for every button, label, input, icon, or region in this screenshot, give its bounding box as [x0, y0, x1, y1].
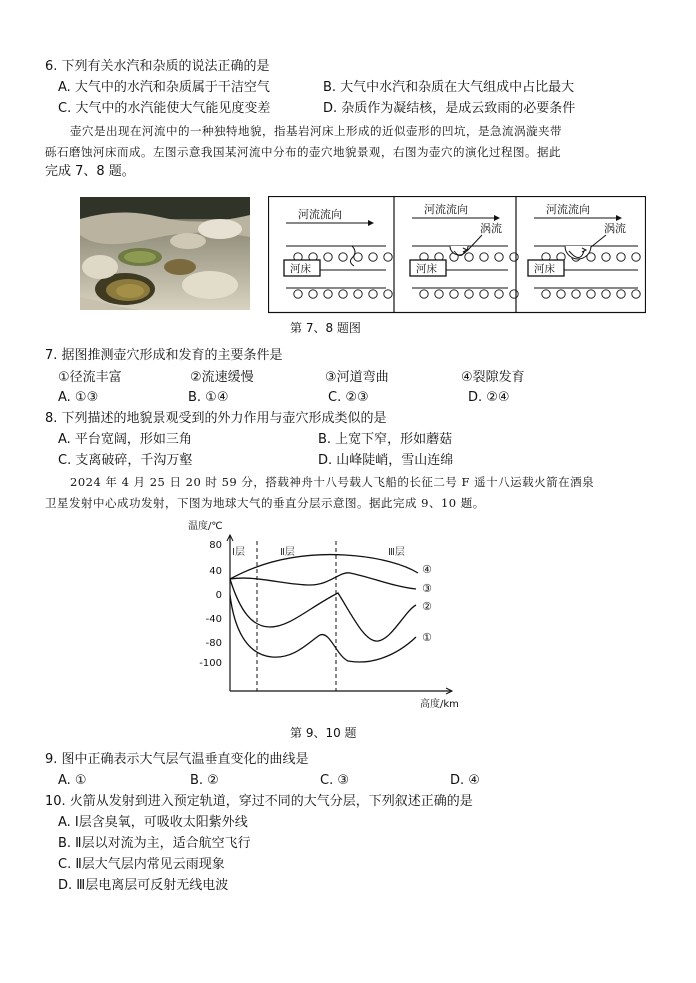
figure78-caption: 第 7、8 题图 [290, 321, 361, 335]
temperature-curve [230, 579, 416, 641]
q6-stem: 6. 下列有关水汽和杂质的说法正确的是 [45, 59, 270, 74]
layer-label: Ⅱ层 [280, 547, 295, 558]
q9-option-b: B. ② [190, 773, 219, 788]
q8-option-d: D. 山峰陡峭，雪山连绵 [318, 453, 454, 468]
q10-option-c: C. Ⅱ层大气层内常见云雨现象 [58, 857, 225, 872]
curve-label: ① [422, 631, 432, 644]
flow-direction-label: 河流流向 [298, 208, 342, 221]
q6-option-d: D. 杂质作为凝结核，是成云致雨的必要条件 [323, 101, 576, 116]
intro910-line2: 卫星发射中心成功发射，下图为地球大气的垂直分层示意图。据此完成 9、10 题。 [45, 496, 485, 510]
y-tick-label: -40 [205, 614, 222, 625]
q10-option-a: A. Ⅰ层含臭氧，可吸收太阳紫外线 [58, 815, 248, 830]
q7-option-c: C. ②③ [328, 390, 369, 405]
eddy-label: 涡流 [604, 222, 626, 235]
temperature-curve [230, 555, 418, 579]
y-tick-label: -100 [199, 658, 222, 669]
curve-label: ② [422, 600, 432, 613]
q8-option-c: C. 支离破碎，千沟万壑 [58, 453, 193, 468]
figure910-caption: 第 9、10 题 [290, 726, 357, 740]
riverbed-label: 河床 [416, 263, 437, 275]
y-tick-label: 40 [209, 566, 222, 577]
pothole-photo [80, 197, 250, 310]
intro78-line1: 壶穴是出现在河流中的一种独特地貌，指基岩河床上形成的近似壶形的凹坑，是急流涡漩夹带 [70, 124, 562, 138]
y-tick-label: 0 [215, 590, 222, 601]
pothole-evolution-diagram [268, 196, 646, 314]
q10-stem: 10. 火箭从发射到进入预定轨道，穿过不同的大气分层，下列叙述正确的是 [45, 794, 473, 809]
q9-option-a: A. ① [58, 773, 87, 788]
q9-option-c: C. ③ [320, 773, 349, 788]
q10-option-d: D. Ⅲ层电离层可反射无线电波 [58, 878, 229, 893]
atmosphere-temperature-chart [180, 515, 470, 715]
q6-option-c: C. 大气中的水汽能使大气能见度变差 [58, 101, 271, 116]
q8-stem: 8. 下列描述的地貌景观受到的外力作用与壶穴形成类似的是 [45, 411, 387, 426]
intro910-line1: 2024 年 4 月 25 日 20 时 59 分，搭载神舟十八号载人飞船的长征二号 F 遥十八运载火箭在酒泉 [70, 475, 595, 489]
x-axis-label: 高度/km [420, 699, 459, 710]
y-tick-label: -80 [205, 638, 222, 649]
q7-condition-4: ④裂隙发育 [461, 370, 525, 385]
intro78-line3: 完成 7、8 题。 [45, 164, 135, 179]
q8-option-b: B. 上宽下窄，形如蘑菇 [318, 432, 453, 447]
flow-direction-label: 河流流向 [546, 203, 590, 216]
intro78-line2: 砾石磨蚀河床而成。左图示意我国某河流中分布的壶穴地貌景观，右图为壶穴的演化过程图。据此 [45, 145, 561, 159]
layer-label: Ⅰ层 [232, 547, 245, 558]
temperature-curve [230, 595, 416, 662]
q8-option-a: A. 平台宽阔，形如三角 [58, 432, 192, 447]
q10-option-b: B. Ⅱ层以对流为主，适合航空飞行 [58, 836, 251, 851]
q7-option-b: B. ①④ [188, 390, 229, 405]
q7-condition-2: ②流速缓慢 [190, 370, 254, 385]
q6-option-b: B. 大气中水汽和杂质在大气组成中占比最大 [323, 80, 575, 95]
y-tick-label: 80 [209, 540, 222, 551]
q7-condition-1: ①径流丰富 [58, 370, 122, 385]
curve-label: ④ [422, 563, 432, 576]
curve-label: ③ [422, 582, 432, 595]
q7-option-d: D. ②④ [468, 390, 510, 405]
q6-option-a: A. 大气中的水汽和杂质属于干洁空气 [58, 80, 270, 95]
eddy-label: 涡流 [480, 222, 502, 235]
q9-option-d: D. ④ [450, 773, 480, 788]
q7-option-a: A. ①③ [58, 390, 99, 405]
q7-condition-3: ③河道弯曲 [325, 370, 389, 385]
y-axis-label: 温度/℃ [188, 521, 223, 532]
riverbed-label: 河床 [290, 263, 311, 275]
q9-stem: 9. 图中正确表示大气层气温垂直变化的曲线是 [45, 752, 309, 767]
temperature-curve [230, 573, 416, 589]
layer-label: Ⅲ层 [388, 547, 405, 558]
q7-stem: 7. 据图推测壶穴形成和发育的主要条件是 [45, 348, 283, 363]
flow-direction-label: 河流流向 [424, 203, 468, 216]
riverbed-label: 河床 [534, 263, 555, 275]
